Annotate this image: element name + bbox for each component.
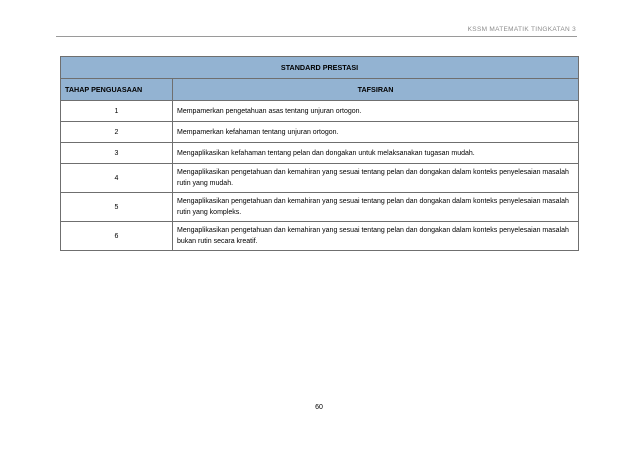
description-cell: Mempamerkan kefahaman tentang unjuran ortogon. xyxy=(173,122,579,143)
level-cell: 3 xyxy=(61,143,173,164)
header-divider xyxy=(56,36,577,37)
level-cell: 2 xyxy=(61,122,173,143)
column-header-level: TAHAP PENGUASAAN xyxy=(61,79,173,101)
table-header-row xyxy=(61,79,579,101)
level-cell: 4 xyxy=(61,164,173,193)
description-cell: Mengaplikasikan pengetahuan dan kemahiran yang sesuai tentang pelan dan dongakan dalam konteks penyelesaian masalah rutin yang mudah. xyxy=(173,164,579,193)
table-title-row xyxy=(61,57,579,79)
description-cell: Mempamerkan pengetahuan asas tentang unjuran ortogon. xyxy=(173,101,579,122)
column-header-interpretation: TAFSIRAN xyxy=(173,79,579,101)
table-title: STANDARD PRESTASI xyxy=(61,57,579,79)
table-row xyxy=(61,101,579,122)
table-row xyxy=(61,164,579,193)
table-row xyxy=(61,193,579,222)
level-cell: 1 xyxy=(61,101,173,122)
page-header-title: KSSM MATEMATIK TINGKATAN 3 xyxy=(467,26,576,33)
page-number: 60 xyxy=(315,404,323,411)
description-cell: Mengaplikasikan pengetahuan dan kemahiran yang sesuai tentang pelan dan dongakan dalam konteks penyelesaian masalah rutin yang kompleks. xyxy=(173,193,579,222)
table-row xyxy=(61,122,579,143)
table-row xyxy=(61,143,579,164)
table-row xyxy=(61,222,579,251)
description-cell: Mengaplikasikan pengetahuan dan kemahiran yang sesuai tentang pelan dan dongakan dalam konteks penyelesaian masalah bukan rutin secara kreatif. xyxy=(173,222,579,251)
level-cell: 6 xyxy=(61,222,173,251)
level-cell: 5 xyxy=(61,193,173,222)
standard-prestasi-table xyxy=(60,56,579,251)
description-cell: Mengaplikasikan kefahaman tentang pelan dan dongakan untuk melaksanakan tugasan mudah. xyxy=(173,143,579,164)
